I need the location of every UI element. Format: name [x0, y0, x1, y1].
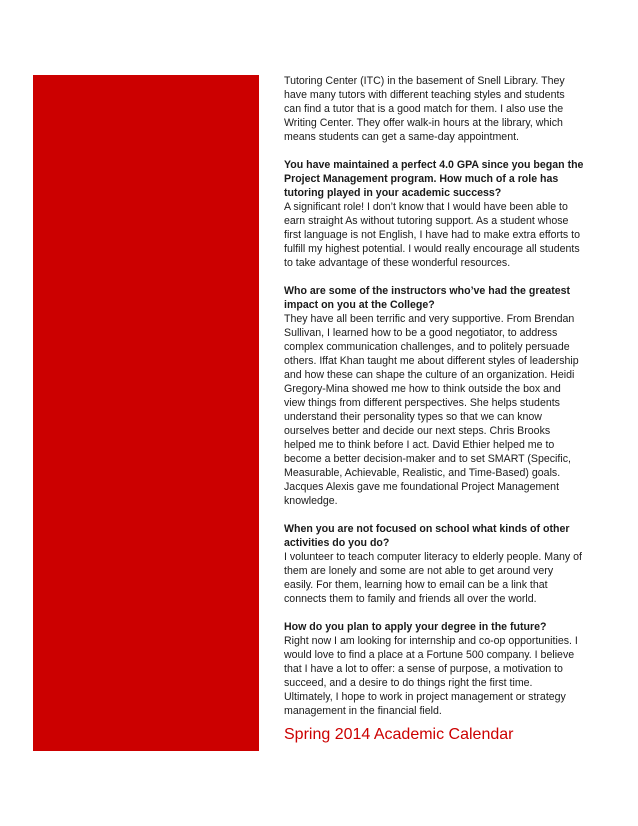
qa-block-gpa — [284, 158, 584, 270]
qa-block-instructors — [284, 284, 584, 508]
question-activities: When you are not focused on school what kinds of other activities do you do? — [284, 523, 570, 549]
qa-block-activities — [284, 522, 584, 606]
qa-block-future — [284, 620, 584, 718]
answer-future: Right now I am looking for internship and co-op opportunities. I would love to find a place at a Fortune 500 company. I believe that I have a lot to offer: a sense of purpose, a motivation to succeed, and a desire to do things right the first time. Ultimately, I hope to work in project management or strategy management in the financial field. — [284, 635, 578, 717]
question-future: How do you plan to apply your degree in the future? — [284, 621, 547, 633]
red-sidebar-panel — [33, 75, 259, 751]
answer-gpa: A significant role! I don’t know that I would have been able to earn straight As without tutoring support. As a student whose first language is not English, I have had to make extra efforts to fulfill my highest potential. I would really encourage all students to take advantage of these wonderful resources. — [284, 201, 581, 269]
article-intro-paragraph: Tutoring Center (ITC) in the basement of Snell Library. They have many tutors with different teaching styles and students can find a tutor that is a good match for them. I also use the Writing Center. They offer walk-in hours at the library, which means students can get a same-day appointment. — [284, 75, 565, 143]
academic-calendar-heading: Spring 2014 Academic Calendar — [284, 726, 514, 743]
answer-activities: I volunteer to teach computer literacy to elderly people. Many of them are lonely and some are not able to get around very easily. For them, learning how to email can be a link that connects them to family and friends all over the world. — [284, 551, 582, 605]
question-instructors: Who are some of the instructors who’ve had the greatest impact on you at the College? — [284, 285, 571, 311]
article-body — [284, 74, 584, 732]
answer-instructors: They have all been terrific and very supportive. From Brendan Sullivan, I learned how to be a good negotiator, to address complex communication challenges, and to politely persuade others. Iffat Khan taught me about different styles of leadership and how these can shape the culture of an organization. Heidi Gregory-Mina showed me how to think outside the box and view things from different perspectives. She helps students understand their personality types so that we can know ourselves better and decide our next steps. Chris Brooks helped me to think before I act. David Ethier helped me to become a better decision-maker and to set SMART (Specific, Measurable, Achievable, Realistic, and Time-Based) goals. Jacques Alexis gave me foundational Project Management knowledge. — [284, 313, 579, 507]
question-gpa: You have maintained a perfect 4.0 GPA since you began the Project Management program. How much of a role has tutoring played in your academic success? — [284, 159, 584, 199]
